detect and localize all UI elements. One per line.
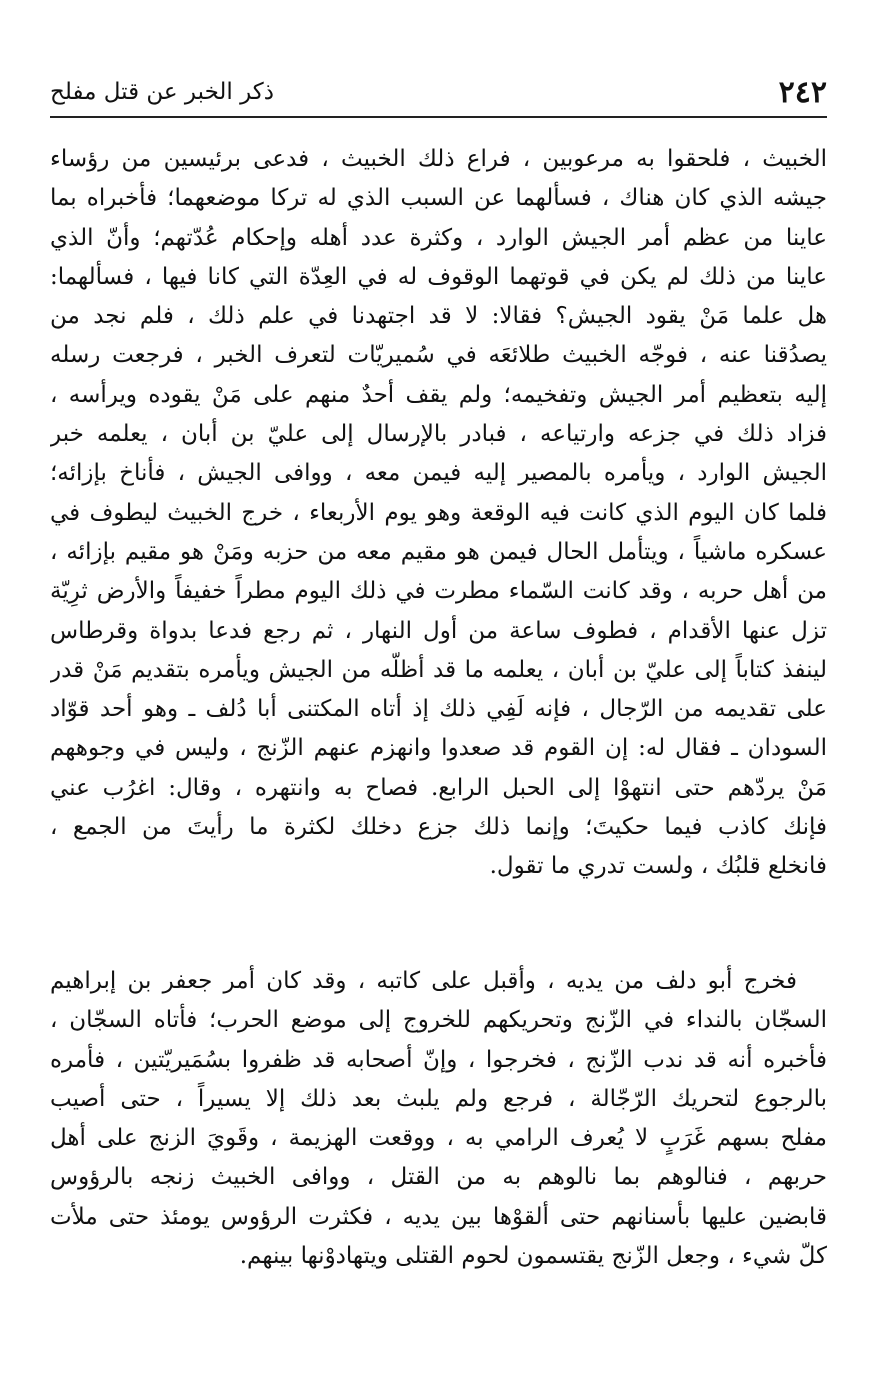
text-line: فزاد ذلك في جزعه وارتياعه ، فبادر بالإرسال إلى عليّ بن أبان ، يعلمه خبر [50, 421, 827, 448]
text-line: بالرجوع لتحريك الرّجّالة ، فرجع ولم يلبث بعد ذلك إلا يسيراً ، حتى أصيب [50, 1085, 827, 1112]
text-line: فأخبره أنه قد ندب الزّنج ، فخرجوا ، وإنّ أصحابه قد ظفروا بسُمَيريّتين ، فأمره [50, 1046, 827, 1073]
text-line: فلما كان اليوم الذي كانت فيه الوقعة وهو يوم الأربعاء ، خرج الخبيث ليطوف في [50, 499, 827, 526]
text-line: على تقديمه من الرّجال ، فإنه لَفِي ذلك إذ أتاه المكتنى أبا دُلف ـ وهو أحد قوّاد [50, 696, 827, 723]
text-line: الجيش الوارد ، ويأمره بالمصير إليه فيمن معه ، ووافى الجيش ، فأناخ بإزائه؛ [50, 460, 827, 487]
running-title: ذكر الخبر عن قتل مفلح [50, 79, 275, 105]
text-line: فإنك كاذب فيما حكيتَ؛ وإنما ذلك جزع دخلك لكثرة ما رأيتَ من الجمع ، [50, 814, 827, 841]
text-line: السجّان بالنداء في الزّنج وتحريكهم للخروج إلى موضع الحرب؛ فأتاه السجّان ، [50, 1007, 827, 1034]
text-line: إليه بتعظيم أمر الجيش وتفخيمه؛ ولم يقف أحدٌ منهم على مَنْ يقوده ويرأسه ، [50, 381, 827, 408]
text-line: لينفذ كتاباً إلى عليّ بن أبان ، يعلمه ما قد أظلّه من الجيش ويأمره بتقديم مَنْ قدر [50, 656, 827, 683]
header-rule [50, 116, 827, 118]
text-line: هل علما مَنْ يقود الجيش؟ فقالا: لا قد اجتهدنا في علم ذلك ، فلم نجد من [50, 303, 827, 330]
page-number: ٢٤٢ [778, 74, 827, 110]
text-line: جيشه الذي كان هناك ، فسألهما عن السبب الذي له تركا موضعهما؛ فأخبراه بما [50, 185, 827, 212]
text-line: من أهل حربه ، وقد كانت السّماء مطرت في ذلك اليوم مطراً خفيفاً والأرض ثرِيّة [50, 578, 827, 605]
text-line: فانخلع قلبُك ، ولست تدري ما تقول. [489, 853, 827, 880]
text-line: عاينا من ذلك لم يكن في قوتهما الوقوف له في العِدّة التي كانا فيها ، فسألهما: [50, 263, 827, 290]
paragraph-2 [50, 962, 827, 1276]
text-line: عسكره ماشياً ، ويتأمل الحال فيمن هو مقيم معه من حزبه ومَنْ هو مقيم بإزائه ، [50, 538, 827, 565]
text-line: مَنْ يردّهم حتى انتهوْا إلى الحبل الرابع. فصاح به وانتهره ، وقال: اغرُب عني [50, 774, 827, 801]
text-line: يصدُقنا عنه ، فوجّه الخبيث طلائعَه في سُميريّات لتعرف الخبر ، فرجعت رسله [50, 342, 827, 369]
text-line: السودان ـ فقال له: إن القوم قد صعدوا وانهزم عنهم الزّنج ، وليس في وجوههم [50, 735, 827, 762]
page-header [50, 72, 827, 112]
paragraph-1 [50, 140, 827, 887]
text-line: حربهم ، فنالوهم بما نالوهم به من القتل ، ووافى الخبيث زنجه بالرؤوس [50, 1164, 827, 1191]
text-line: كلّ شيء ، وجعل الزّنج يقتسمون لحوم القتلى ويتهادوْنها بينهم. [239, 1243, 827, 1270]
text-line: قابضين عليها بأسنانهم حتى ألقوْها بين يديه ، فكثرت الرؤوس يومئذ حتى ملأت [50, 1203, 827, 1230]
text-line: تزل عنها الأقدام ، فطوف ساعة من أول النهار ، ثم رجع فدعا بدواة وقرطاس [50, 617, 827, 644]
text-line: مفلح بسهم غَرَبٍ لا يُعرف الرامي به ، ووقعت الهزيمة ، وقَويَ الزنج على أهل [50, 1125, 827, 1152]
text-line: عاينا من عظم أمر الجيش الوارد ، وكثرة عدد أهله وإحكام عُدّتهم؛ وأنّ الذي [50, 224, 827, 251]
text-line: الخبيث ، فلحقوا به مرعوبين ، فراع ذلك الخبيث ، فدعى برئيسين من رؤساء [50, 146, 827, 172]
text-line: فخرج أبو دلف من يديه ، وأقبل على كاتبه ، وقد كان أمر جعفر بن إبراهيم [50, 968, 797, 994]
